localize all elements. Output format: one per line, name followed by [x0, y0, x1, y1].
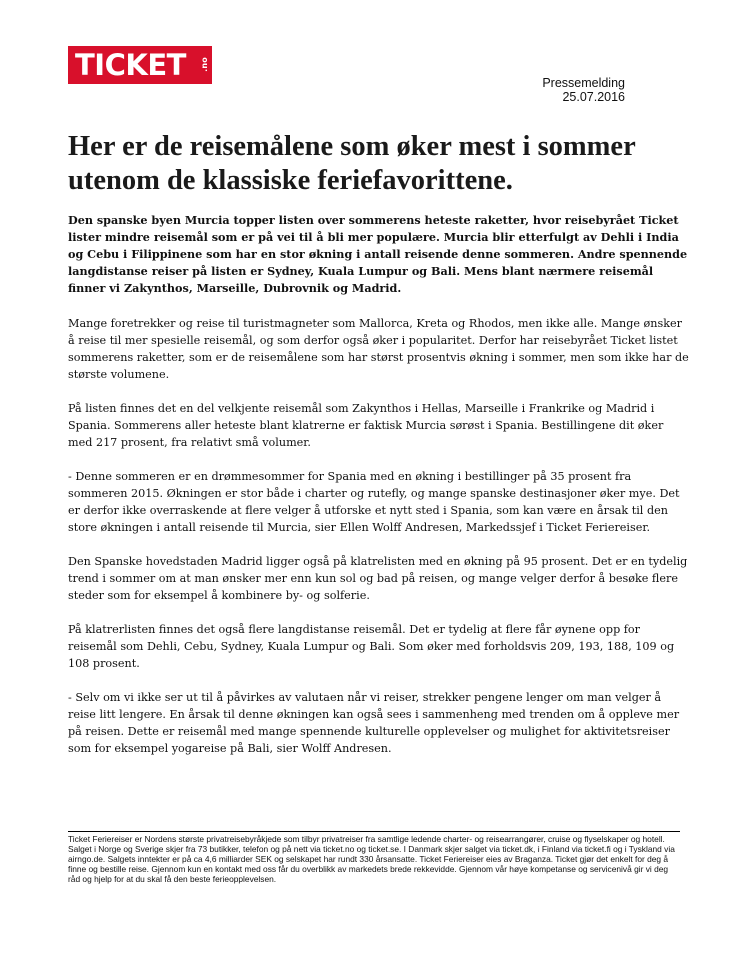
body-paragraph: Mange foretrekker og reise til turistmagneter som Mallorca, Kreta og Rhodos, men ikke alle. Mange ønsker å reise til mer spesielle reisemål, og som derfor også øker i popularitet. Derfor har reisebyrået Ticket listet sommerens raketter, som er de reisemålene som har størst prosentvis økning i sommer, men som ikke har de største volumene. [68, 317, 689, 381]
press-release-label: Pressemelding [542, 76, 625, 90]
page-title: Her er de reisemålene som øker mest i sommer utenom de klassiske feriefavorittene. [68, 131, 636, 196]
ticket-logo [68, 46, 212, 84]
body-paragraph: - Selv om vi ikke ser ut til å påvirkes av valutaen når vi reiser, strekker pengene lenger om man velger å reise litt lengere. En årsak til denne økningen kan også sees i sammenheng med trenden om å oppleve mer på reisen. Dette er reisemål med mange spennende kulturelle opplevelser og mulighet for aktivitetsreiser som for eksempel yogareise på Bali, sier Wolff Andresen. [68, 691, 680, 755]
footer-boilerplate: Ticket Feriereiser er Nordens største privatreisebyråkjede som tilbyr privatreiser fra samtlige ledende charter- og reisearrangører, cruise og flyselskaper og hotell. Salget i Norge og Sverige skjer fra 73 butikker, telefon og på nett via ticket.no og ticket.se. I Danmark skjer salget via ticket.dk, i Finland via ticket.fi og i Tyskland via airngo.de. Salgets inntekter er på ca 4,6 milliarder SEK og selskapet har rundt 330 årsansatte. Ticket Feriereiser eies av Braganza. Ticket gjør det enkelt for deg å finne og bestille reise. Gjennom kun en kontakt med oss får du overblikk av markedets brede rekkevidde. Gjennom vår høye kompetanse og servicenivå gir vi deg råd og hjelp for at du skal få den beste ferieopplevelsen. [68, 834, 675, 884]
body-paragraph: Den Spanske hovedstaden Madrid ligger også på klatrelisten med en økning på 95 prosent. Det er en tydelig trend i sommer om at man ønsker mer enn kun sol og bad på reisen, og mange velger derfor å besøke flere steder som for eksempel å kombinere by- og solferie. [68, 555, 688, 602]
body-paragraph: På klatrerlisten finnes det også flere langdistanse reisemål. Det er tydelig at flere får øynene opp for reisemål som Dehli, Cebu, Sydney, Kuala Lumpur og Bali. Som øker med forholdsvis 209, 193, 188, 109 og 108 prosent. [68, 623, 675, 670]
body-paragraph: På listen finnes det en del velkjente reisemål som Zakynthos i Hellas, Marseille i Frankrike og Madrid i Spania. Sommerens aller heteste blant klatrerne er faktisk Murcia sørøst i Spania. Bestillingene dit øker med 217 prosent, fra relativt små volumer. [68, 402, 664, 449]
logo-text: TICKET [75, 47, 186, 82]
body-paragraph: - Denne sommeren er en drømmesommer for Spania med en økning i bestillinger på 35 prosent fra sommeren 2015. Økningen er stor både i charter og rutefly, og mange spanske destinasjoner øker mye. Det er derfor ikke overraskende at flere velger å utforske et nytt sted i Spania, som kan være en årsak til den store økningen i antall reisende til Murcia, sier Ellen Wolff Andresen, Markedssjef i Ticket Feriereiser. [68, 470, 680, 534]
lead-paragraph: Den spanske byen Murcia topper listen over sommerens heteste raketter, hvor reisebyrået Ticket lister mindre reisemål som er på vei til å bli mer populære. Murcia blir etterfulgt av Dehli i India og Cebu i Filippinene som har en stor økning i antall reisende denne sommeren. Andre spennende langdistanse reiser på listen er Sydney, Kuala Lumpur og Bali. Mens blant nærmere reisemål finner vi Zakynthos, Marseille, Dubrovnik og Madrid. [68, 213, 688, 295]
press-release-date: 25.07.2016 [562, 90, 625, 104]
press-release-meta [542, 76, 625, 104]
footer-divider [68, 831, 680, 832]
article-body [68, 212, 690, 774]
logo-suffix: .no [200, 57, 210, 72]
